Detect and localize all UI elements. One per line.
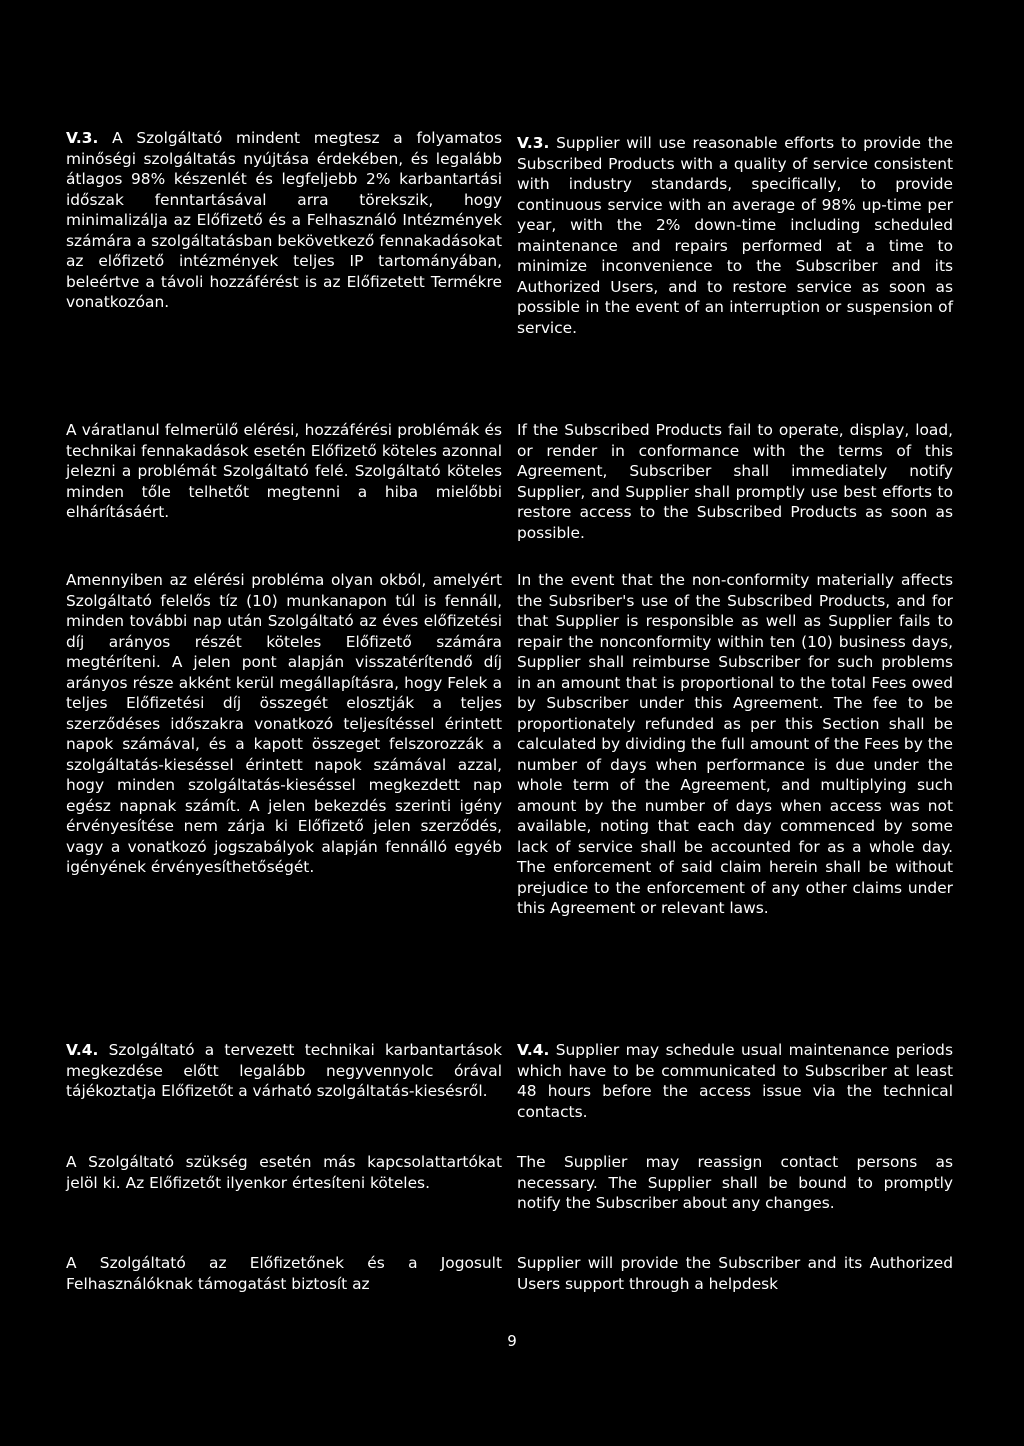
paragraph-text: Supplier will use reasonable efforts to provide the Subscribed Products with a quality of service consistent with industry standards, specifically, to provide continuous service with an average of 98% up-time per year, with the 2% down-time including scheduled maintenance and repairs performed at a time to minimize inconvenience to the Subscriber and its Authorized Users, and to restore service as soon as possible in the event of an interruption or suspension of service. [517,134,953,337]
refund-english-paragraph [517,570,953,919]
paragraph-text: A Szolgáltató mindent megtesz a folyamatos minőségi szolgáltatás nyújtása érdekében, és legalább átlagos 98% készenlét és legfeljebb 2% karbantartási időszak fenntartásával arra törekszik, hogy minimalizálja az Előfizető és a Felhasználó Intézmények számára a szolgáltatásban bekövetkező fennakadásokat az előfizető intézmények teljes IP tartományában, beleértve a távoli hozzáférést is az Előfizetett Termékre vonatkozóan. [66,129,502,311]
refund-hungarian-paragraph [66,570,502,878]
paragraph-text: Amennyiben az elérési probléma olyan okból, amelyért Szolgáltató felelős tíz (10) munkanapon túl is fennáll, minden további nap után Szolgáltató az éves előfizetési díj arányos részét köteles Előfizető számára megtéríteni. A jelen pont alapján visszatérítendő díj arányos része akként kerül megállapításra, hogy Felek a teljes Előfizetési díj összegét elosztják a teljes szerződéses időszakra vonatkozó teljesítéssel érintett napok számával, és a kapott összeget felszorozzák a szolgáltatás-kieséssel érintett napok számával azzal, hogy minden szolgáltatás-kieséssel megkezdett nap egész napnak számít. A jelen bekezdés szerinti igény érvényesítése nem zárja ki Előfizető jelen szerződés, vagy a vonatkozó jogszabályok alapján fennálló egyéb igényének érvényesíthetőségét. [66,571,502,876]
paragraph-text: A Szolgáltató az Előfizetőnek és a Jogosult Felhasználóknak támogatást biztosít az [66,1254,502,1293]
section-number: V.3. [517,134,550,152]
paragraph-text: If the Subscribed Products fail to operate, display, load, or render in conformance with the terms of this Agreement, Subscriber shall immediately notify Supplier, and Supplier shall promptly use best efforts to restore access to the Subscribed Products as soon as possible. [517,421,953,542]
contacts-hungarian-paragraph [66,1152,502,1193]
paragraph-text: A váratlanul felmerülő elérési, hozzáférési problémák és technikai fennakadások esetén Előfizető köteles azonnal jelezni a problémát Szolgáltató felé. Szolgáltató köteles minden tőle telhetőt megtenni a hiba mielőbbi elhárításáért. [66,421,502,521]
contacts-english-paragraph [517,1152,953,1214]
v4-hungarian-paragraph [66,1040,502,1102]
page-number: 9 [507,1332,517,1350]
paragraph-text: A Szolgáltató szükség esetén más kapcsolattartókat jelöl ki. Az Előfizetőt ilyenkor értesíteni köteles. [66,1153,502,1192]
section-number: V.4. [66,1041,99,1059]
v4-english-paragraph [517,1040,953,1122]
paragraph-text: Supplier will provide the Subscriber and its Authorized Users support through a helpdesk [517,1254,953,1293]
paragraph-text: The Supplier may reassign contact persons as necessary. The Supplier shall be bound to promptly notify the Subscriber about any changes. [517,1153,953,1212]
paragraph-text: Supplier may schedule usual maintenance periods which have to be communicated to Subscriber at least 48 hours before the access issue via the technical contacts. [517,1041,953,1121]
v3-hungarian-paragraph [66,128,502,313]
v3-english-paragraph [517,133,953,338]
paragraph-text: Szolgáltató a tervezett technikai karbantartások megkezdése előtt legalább negyvennyolc órával tájékoztatja Előfizetőt a várható szolgáltatás-kiesésről. [66,1041,502,1100]
section-number: V.3. [66,129,99,147]
paragraph-text: In the event that the non-conformity materially affects the Subsriber's use of the Subscribed Products, and for that Supplier is responsible as well as Supplier fails to repair the nonconformity within ten (10) business days, Supplier shall reimburse Subscriber for such problems in an amount that is proportional to the total Fees owed by Subscriber under this Agreement. The fee to be proportionately refunded as per this Section shall be calculated by dividing the full amount of the Fees by the number of days when performance is due under the whole term of the Agreement, and multiplying such amount by the number of days when access was not available, noting that each day commenced by some lack of service shall be accounted for as a whole day. The enforcement of said claim herein shall be without prejudice to the enforcement of any other claims under this Agreement or relevant laws. [517,571,953,917]
section-number: V.4. [517,1041,550,1059]
access-hungarian-paragraph [66,420,502,523]
support-english-paragraph [517,1253,953,1294]
support-hungarian-paragraph [66,1253,502,1294]
access-english-paragraph [517,420,953,543]
